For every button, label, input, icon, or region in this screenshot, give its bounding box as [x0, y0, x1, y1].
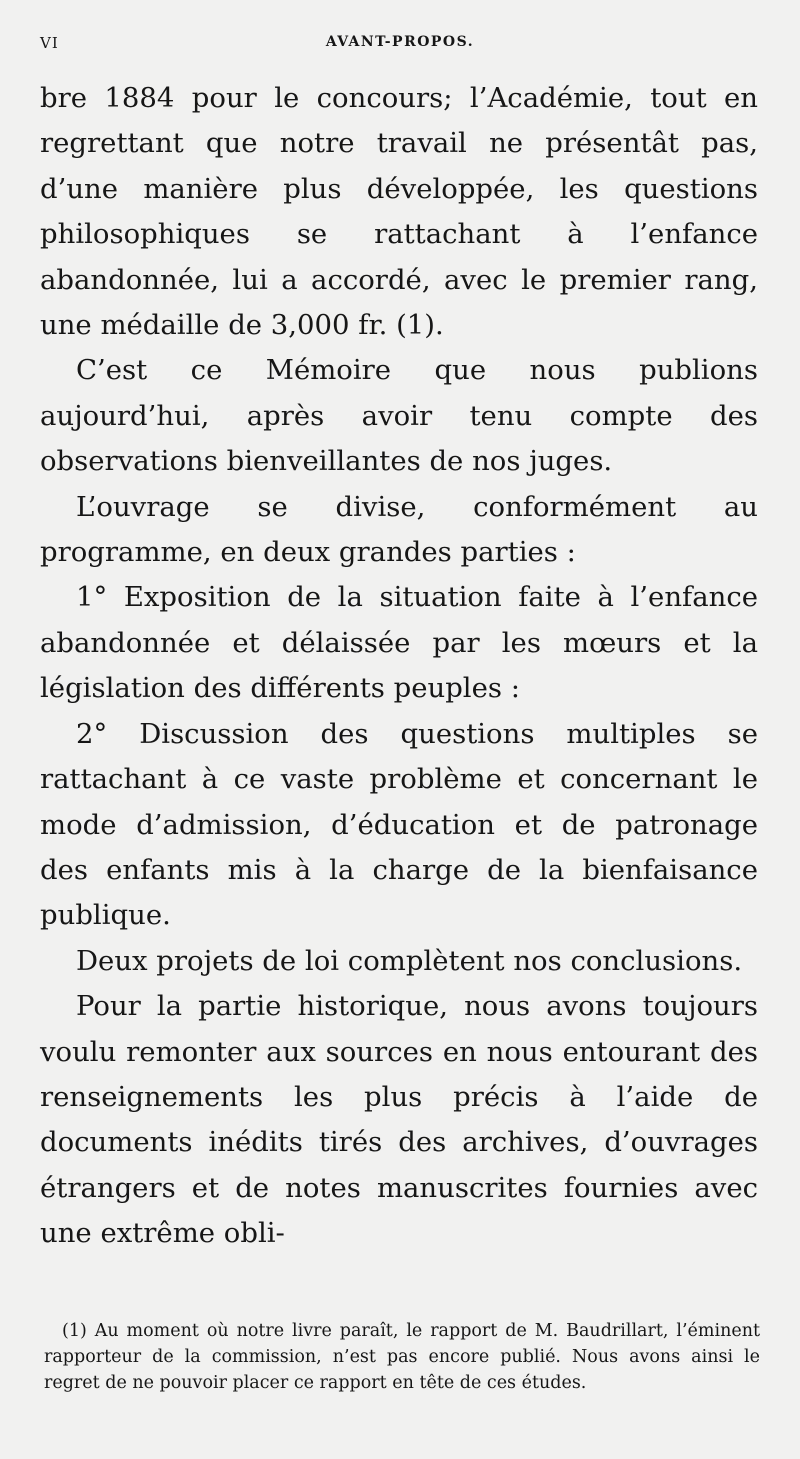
paragraph-division: L’ouvrage se divise, conformément au programme, en deux grandes parties : — [40, 490, 758, 569]
page-number: VI — [40, 34, 59, 52]
paragraph-historique: Pour la partie historique, nous avons toujours voulu remonter aux sources en nous entourant des renseignements les plus précis à l’aide de documents inédits tirés des archives, d’ouvrages étrangers et de notes manuscrites fournies avec une extrême obli- — [40, 990, 758, 1250]
paragraph-projets: Deux projets de loi complètent nos conclusions. — [76, 944, 743, 977]
footnote — [44, 1318, 760, 1396]
paragraph-memoire: C’est ce Mémoire que nous publions aujourd’hui, après avoir tenu compte des observations bienveillantes de nos juges. — [40, 354, 758, 478]
footnote-text: (1) Au moment où notre livre paraît, le rapport de M. Baudrillart, l’éminent rapporteur de la commission, n’est pas encore publié. Nous avons ainsi le regret de ne pouvoir placer ce rapport en tête de ces études. — [44, 1321, 760, 1393]
running-header — [40, 34, 760, 58]
main-text — [40, 76, 758, 1257]
running-title: AVANT-PROPOS. — [325, 34, 475, 50]
paragraph-continuation: bre 1884 pour le concours; l’Académie, tout en regrettant que notre travail ne présentât pas, d’une manière plus développée, les questions philosophiques se rattachant à l’enfance abandonnée, lui a accordé, avec le premier rang, une médaille de 3,000 fr. (1). — [40, 82, 758, 342]
list-item-exposition: 1° Exposition de la situation faite à l’enfance abandonnée et délaissée par les mœurs et la législation des différents peuples : — [40, 581, 758, 705]
list-item-discussion: 2° Discussion des questions multiples se rattachant à ce vaste problème et concernant le mode d’admission, d’éducation et de patronage des enfants mis à la charge de la bienfaisance publique. — [40, 717, 758, 932]
